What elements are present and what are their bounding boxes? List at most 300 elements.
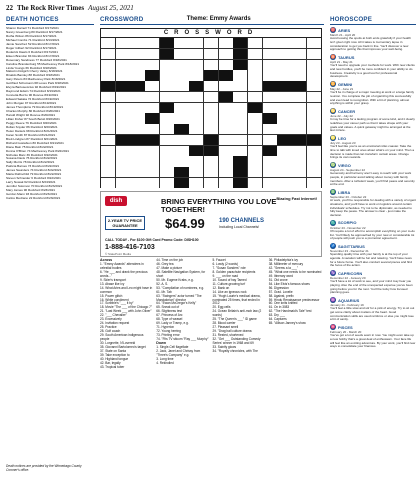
crossword-square[interactable] <box>145 124 159 134</box>
crossword-square[interactable] <box>277 92 291 102</box>
crossword-square[interactable] <box>307 156 321 166</box>
crossword-square[interactable] <box>248 178 262 188</box>
crossword-black-square <box>116 135 130 145</box>
crossword-square[interactable] <box>116 60 130 70</box>
crossword-square[interactable] <box>130 103 144 113</box>
crossword-square[interactable] <box>219 135 233 145</box>
crossword-square[interactable] <box>307 124 321 134</box>
crossword-square[interactable] <box>233 146 247 156</box>
dish-logo: dish <box>105 196 127 206</box>
crossword-square[interactable] <box>292 49 306 59</box>
crossword-square[interactable] <box>219 60 233 70</box>
crossword-square[interactable] <box>116 49 130 59</box>
death-notice-item: Lillian Fisher 87 South Beloit 8/20/2021 <box>6 116 60 121</box>
crossword-clue: 74. "Fits TV sitcom "Ray ___ Murphy" <box>156 337 209 342</box>
crossword-square[interactable] <box>174 146 188 156</box>
crossword-square[interactable] <box>263 135 277 145</box>
crossword-clue: 51. Old crone <box>268 277 288 282</box>
crossword-square[interactable] <box>116 124 130 134</box>
crossword-square[interactable] <box>219 113 233 123</box>
crossword-square[interactable] <box>292 156 306 166</box>
crossword-square[interactable] <box>101 38 115 48</box>
crossword-square[interactable] <box>130 167 144 177</box>
crossword-square[interactable] <box>101 156 115 166</box>
crossword-square[interactable] <box>248 146 262 156</box>
crossword-square[interactable] <box>219 156 233 166</box>
crossword-square[interactable] <box>145 92 159 102</box>
crossword-clue: 6. "He ___ and drank the precious words..." <box>100 269 148 278</box>
crossword-square[interactable] <box>189 113 203 123</box>
crossword-black-square <box>160 38 174 48</box>
crossword-clue: 9. ___ on the road <box>212 273 238 278</box>
crossword-square[interactable] <box>130 124 144 134</box>
crossword-square[interactable] <box>307 178 321 188</box>
crossword-black-square <box>160 103 174 113</box>
crossword-square[interactable] <box>204 38 218 48</box>
crossword-square[interactable] <box>292 113 306 123</box>
crossword-square[interactable] <box>263 103 277 113</box>
ad-call-to-action: CALL TODAY - For $100 Gift Card Promo Code: DISH100 <box>105 238 199 242</box>
crossword-black-square <box>263 81 277 91</box>
crossword-clue: 4. Rekindled <box>156 360 174 365</box>
issue-date: August 25, 2021 <box>88 4 134 12</box>
crossword-square[interactable] <box>263 49 277 59</box>
crossword-square[interactable] <box>101 92 115 102</box>
crossword-clue: 45. "What one needs to be nominated <box>268 269 322 274</box>
crossword-square[interactable] <box>160 81 174 91</box>
crossword-square[interactable] <box>204 92 218 102</box>
crossword-square[interactable] <box>233 70 247 80</box>
sign-name: SAGITTARIUS <box>338 243 365 249</box>
crossword-grid[interactable] <box>101 38 321 188</box>
crossword-square[interactable] <box>174 60 188 70</box>
crossword-black-square <box>277 135 291 145</box>
crossword-clue: 54. Like Elvis's famous shoes <box>268 281 310 286</box>
crossword-square[interactable] <box>101 60 115 70</box>
death-notice-item: Rutha Wilson 86 Rockford 8/17/2021 <box>6 33 57 38</box>
crossword-square[interactable] <box>116 70 130 80</box>
crossword-square[interactable] <box>277 178 291 188</box>
death-notice-item: Steven Schneider 6 Rockford 8/22/2021 <box>6 176 61 181</box>
crossword-square[interactable] <box>116 103 130 113</box>
sign-text: Generosity and harmony aren't easy to reach with your work people, in particular avoid talking about money with family members. After a turbulent week, you'll find peace and serenity at the end. <box>330 171 415 187</box>
crossword-square[interactable] <box>219 167 233 177</box>
crossword-square[interactable] <box>116 178 130 188</box>
crossword-square[interactable] <box>248 113 262 123</box>
crossword-square[interactable] <box>145 156 159 166</box>
ad-price-guarantee: 2-YEAR TV PRICE GUARANTEE <box>105 216 145 230</box>
crossword-square[interactable] <box>145 167 159 177</box>
horoscope-sign-libra <box>330 189 416 218</box>
crossword-black-square <box>204 70 218 80</box>
crossword-clue: 61. Ox in 3083 <box>268 305 290 310</box>
crossword-square[interactable] <box>204 60 218 70</box>
horoscope-sign-aquarius <box>330 297 416 322</box>
death-notice-item: Gary Peters 83 Machesney Park 8/18/2021 <box>6 77 66 82</box>
crossword-square[interactable] <box>292 167 306 177</box>
death-notice-item: James Thompkins 79 Rockford 8/19/2021 <box>6 105 64 110</box>
crossword-square[interactable] <box>189 70 203 80</box>
crossword-square[interactable] <box>277 124 291 134</box>
crossword-clue: 25. "The Queen's ___" ID game <box>212 317 257 322</box>
crossword-clue: 15. Power glitch <box>100 293 123 298</box>
crossword-clue: 31. Rested, shortened <box>212 333 244 338</box>
crossword-clue: 2. Jack, Janet and Chrissy from "Three's Company" e.g. <box>156 348 201 357</box>
crossword-square[interactable] <box>307 60 321 70</box>
crossword-square[interactable] <box>145 60 159 70</box>
crossword-square[interactable] <box>277 49 291 59</box>
crossword-square[interactable] <box>130 49 144 59</box>
crossword-square[interactable] <box>219 103 233 113</box>
crossword-square[interactable] <box>219 38 233 48</box>
crossword-square[interactable] <box>101 146 115 156</box>
crossword-square[interactable] <box>116 156 130 166</box>
crossword-square[interactable] <box>160 70 174 80</box>
horoscope-section <box>330 16 416 476</box>
crossword-clue: 11. Culture-growing turf <box>212 281 246 286</box>
death-notice-item: Mary James 90 Rockford 8/23/2021 <box>6 188 56 193</box>
crossword-square[interactable] <box>174 81 188 91</box>
death-notice-item: Sally Morris 78 Rockford 8/22/2021 <box>6 160 55 165</box>
crossword-square[interactable] <box>307 167 321 177</box>
crossword-square[interactable] <box>292 60 306 70</box>
sign-dates: April 21 - May 21 <box>330 60 353 64</box>
crossword-square[interactable] <box>189 103 203 113</box>
crossword-square[interactable] <box>189 124 203 134</box>
death-notice-item: Rosemary Sandness 77 Rockford 8/18/2021 <box>6 57 67 62</box>
crossword-square[interactable] <box>116 113 130 123</box>
death-notices-list <box>6 27 94 201</box>
crossword-square[interactable] <box>248 81 262 91</box>
crossword-square[interactable] <box>189 60 203 70</box>
crossword-square[interactable] <box>263 178 277 188</box>
crossword-banner: CROSSWORD <box>101 29 321 38</box>
crossword-clue: 35. Giovanni Bartolomeo's target <box>100 344 146 349</box>
crossword-clue: 18. Movie "The ___ of the Chicago 7" <box>100 305 152 310</box>
sign-text: It may be time for a lasting program of some kind, and it clearly redefines your career path so that it takes shape with your goals and values. A quick getaway might be arranged at the last minute. <box>330 117 415 133</box>
crossword-square[interactable] <box>248 92 262 102</box>
death-notice-item: Susana Davis 76 Rockford 8/22/2021 <box>6 156 58 161</box>
crossword-square[interactable] <box>101 103 115 113</box>
horoscope-sign-taurus <box>330 54 416 79</box>
sign-text: You'll feel a little slow and stir for a pick of energy. Try to sit out get some clarity about matters of the heart. Good communication skills are used reinforce or else you might lose a bit of sanity. <box>330 306 415 322</box>
crossword-square[interactable] <box>116 38 130 48</box>
page-number: 22 <box>6 4 13 12</box>
horoscope-sign-pisces <box>330 324 416 349</box>
crossword-square[interactable] <box>160 113 174 123</box>
crossword-square[interactable] <box>277 167 291 177</box>
death-notice-item: Sharon Darnell 71 Rockford 8/17/2021 <box>6 26 59 30</box>
crossword-square[interactable] <box>174 135 188 145</box>
crossword-black-square <box>116 81 130 91</box>
crossword-square[interactable] <box>174 156 188 166</box>
crossword-square[interactable] <box>219 146 233 156</box>
crossword-square[interactable] <box>248 49 262 59</box>
crossword-square[interactable] <box>101 167 115 177</box>
crossword-square[interactable] <box>116 92 130 102</box>
crossword-clue: 40. Highland tongue <box>100 356 129 361</box>
crossword-square[interactable] <box>145 103 159 113</box>
crossword-square[interactable] <box>145 178 159 188</box>
crossword-square[interactable] <box>130 156 144 166</box>
aries-icon: ♈ <box>330 27 336 32</box>
horoscope-sign-cancer <box>330 108 416 133</box>
crossword-square[interactable] <box>160 124 174 134</box>
crossword-square[interactable] <box>277 70 291 80</box>
crossword-square[interactable] <box>174 92 188 102</box>
crossword-square[interactable] <box>248 156 262 166</box>
crossword-square[interactable] <box>233 135 247 145</box>
crossword-square[interactable] <box>219 124 233 134</box>
crossword-black-square <box>145 70 159 80</box>
crossword-clue: 68. Type of weasel <box>156 317 183 322</box>
crossword-black-square <box>292 81 306 91</box>
page-header <box>6 2 416 14</box>
crossword-black-square <box>204 146 218 156</box>
crossword-square[interactable] <box>263 38 277 48</box>
crossword-square[interactable] <box>204 113 218 123</box>
crossword-square[interactable] <box>189 156 203 166</box>
crossword-square[interactable] <box>204 156 218 166</box>
crossword-square[interactable] <box>130 60 144 70</box>
crossword-square[interactable] <box>307 103 321 113</box>
crossword-square[interactable] <box>263 92 277 102</box>
crossword-black-square <box>248 103 262 113</box>
crossword-clue: 21. "Last Week ___ with John Oliver" <box>100 309 152 314</box>
crossword-square[interactable] <box>160 167 174 177</box>
crossword-square[interactable] <box>130 146 144 156</box>
crossword-clue: 58. Against, prefix <box>268 293 294 298</box>
crossword-black-square <box>101 81 115 91</box>
crossword-clue: 49. Itinerary word <box>268 273 294 278</box>
crossword-clue: 63. Dry ___ <box>268 313 285 318</box>
crossword-square[interactable] <box>189 38 203 48</box>
crossword-square[interactable] <box>174 70 188 80</box>
crossword-clue: 20. Egg cells <box>212 305 231 310</box>
crossword-square[interactable] <box>292 70 306 80</box>
crossword-square[interactable] <box>204 49 218 59</box>
crossword-square[interactable] <box>145 81 159 91</box>
crossword-square[interactable] <box>307 70 321 80</box>
crossword-square[interactable] <box>263 60 277 70</box>
crossword-square[interactable] <box>307 38 321 48</box>
crossword-black-square <box>130 135 144 145</box>
crossword-clue: 56. Digression <box>268 285 289 290</box>
death-notices-title: DEATH NOTICES <box>6 16 94 25</box>
crossword-square[interactable] <box>130 38 144 48</box>
crossword-square[interactable] <box>263 156 277 166</box>
crossword-clue: 33. Saintly glows <box>212 344 237 349</box>
crossword-clue: 63. "Swingers" actor turned "The Mandalorian" director <box>156 293 202 302</box>
sign-dates: June 22 - July 22 <box>330 114 353 118</box>
crossword-black-square <box>307 135 321 145</box>
crossword-square[interactable] <box>101 113 115 123</box>
crossword-square[interactable] <box>204 167 218 177</box>
across-heading: Across <box>100 258 113 262</box>
sign-dates: August 24 - September 22 <box>330 168 366 172</box>
horoscope-sign-gemini <box>330 81 416 106</box>
crossword-clue: 46. Grey tea <box>156 261 174 266</box>
death-notice-item: Jamie Sanchez 52 Rockford 8/17/2021 <box>6 41 60 46</box>
crossword-square[interactable] <box>130 70 144 80</box>
crossword-square[interactable] <box>189 49 203 59</box>
crossword-square[interactable] <box>233 92 247 102</box>
crossword-square[interactable] <box>248 70 262 80</box>
sign-dates: October 23 - November 22 <box>330 225 366 230</box>
crossword-square[interactable] <box>174 113 188 123</box>
sign-text: Spending quality time with your family is at the top of your agenda. A vacation will be fun and relaxing. You'll have news for a future home. You'll also conduct several pieces and find the focus of the action. <box>330 252 412 268</box>
dish-advertisement[interactable] <box>100 191 322 257</box>
crossword-square[interactable] <box>277 60 291 70</box>
crossword-clue: 15. "Hugh Laurie's medical drama, nominated 25 times, that ended in 2012 <box>212 293 261 306</box>
crossword-clue: 32. "Get ___ Outstanding Comedy Series' winner in 1968 and 69 <box>212 337 261 346</box>
crossword-clue: 64. "Ewan McGregor's Kelly" <box>156 301 197 306</box>
crossword-square[interactable] <box>263 124 277 134</box>
crossword-black-square <box>263 146 277 156</box>
crossword-square[interactable] <box>292 124 306 134</box>
crossword-black-square <box>189 146 203 156</box>
crossword-clue: 43. Tropical tuber <box>100 364 125 369</box>
sign-name: PISCES <box>338 324 353 330</box>
crossword-square[interactable] <box>263 70 277 80</box>
leo-icon: ♌ <box>330 135 336 140</box>
crossword-square[interactable] <box>204 103 218 113</box>
crossword-square[interactable] <box>248 124 262 134</box>
horoscope-sign-scorpio <box>330 220 416 241</box>
death-notice-item: Edward Sakata 72 Rockford 8/19/2021 <box>6 97 60 102</box>
crossword-square[interactable] <box>189 178 203 188</box>
crossword-square[interactable] <box>130 92 144 102</box>
crossword-black-square <box>233 178 247 188</box>
crossword-square[interactable] <box>292 103 306 113</box>
down-heading: Down <box>156 341 167 346</box>
crossword-square[interactable] <box>233 113 247 123</box>
scorpio-icon: ♏ <box>330 219 336 225</box>
crossword-square[interactable] <box>277 156 291 166</box>
sign-dates: January 21 - February 19 <box>330 303 364 307</box>
crossword-square[interactable] <box>116 167 130 177</box>
horoscope-sign-capricorn <box>330 270 416 295</box>
crossword-square[interactable] <box>101 178 115 188</box>
horoscope-sign-aries <box>330 27 416 52</box>
crossword-square[interactable] <box>145 146 159 156</box>
crossword-square[interactable] <box>160 178 174 188</box>
crossword-square[interactable] <box>248 135 262 145</box>
crossword-clue: 37. State on Santa <box>100 348 127 353</box>
crossword-square[interactable] <box>189 135 203 145</box>
crossword-square[interactable] <box>219 178 233 188</box>
crossword-clue: 13. Abase like ivy <box>100 281 125 286</box>
crossword-square[interactable] <box>248 167 262 177</box>
crossword-square[interactable] <box>189 167 203 177</box>
crossword-square[interactable] <box>307 92 321 102</box>
crossword-square[interactable] <box>174 103 188 113</box>
crossword-square[interactable] <box>189 92 203 102</box>
sign-text: You'll need to upgrade your methods for work. With new clients and new hurdles, you'll be more confident in your ability to do business. Creativity is a good tool for professional development. <box>330 63 415 79</box>
crossword-square[interactable] <box>145 38 159 48</box>
sign-text: It'll require a lot of effort to accomplish everything on your to-do list. You'll likely be approached by your new or considerable lot of people will push you to a promotion agreement. <box>330 228 415 241</box>
crossword-clue: 53. "Compilation of nominees, e.g. <box>156 285 205 290</box>
ad-phone[interactable]: 1-888-416-7103 <box>105 244 155 251</box>
crossword-square[interactable] <box>233 103 247 113</box>
crossword-square[interactable] <box>101 124 115 134</box>
crossword-square[interactable] <box>174 38 188 48</box>
crossword-square[interactable] <box>277 113 291 123</box>
crossword-square[interactable] <box>145 49 159 59</box>
crossword-square[interactable] <box>277 103 291 113</box>
sign-name: LIBRA <box>338 189 351 195</box>
death-notice-item: John Morgan 97 Rockford 8/19/2021 <box>6 101 57 106</box>
death-notice-item: Nicholas Marx 39 Rockford 8/22/2021 <box>6 152 58 157</box>
crossword-square[interactable] <box>233 124 247 134</box>
crossword-square[interactable] <box>307 113 321 123</box>
crossword-black-square <box>145 113 159 123</box>
crossword-square[interactable] <box>219 49 233 59</box>
crossword-square[interactable] <box>307 146 321 156</box>
sign-name: CAPRICORN <box>338 270 363 276</box>
crossword-clue: 62. "The Handmaid's Tale" test <box>268 309 312 314</box>
crossword-square[interactable] <box>160 146 174 156</box>
death-notice-item: Roderick Dawis 6 Rockford 8/17/2021 <box>6 49 58 54</box>
crossword-square[interactable] <box>307 81 321 91</box>
crossword-square[interactable] <box>292 146 306 156</box>
crossword-square[interactable] <box>263 167 277 177</box>
crossword-black-square <box>233 167 247 177</box>
crossword-square[interactable] <box>101 135 115 145</box>
crossword-square[interactable] <box>204 81 218 91</box>
crossword-square[interactable] <box>248 38 262 48</box>
sign-text: Avoid tossing the spoils at both ends gratefully if your health isn't given right now. All it takes is momentary lapse in consideration to get you back in line. You'll discover a new approach to getting this that improves your well-being. <box>330 36 411 52</box>
crossword-square[interactable] <box>219 81 233 91</box>
horoscope-list <box>330 27 416 349</box>
death-notice-item: Elvyra Bartusevicius 92 Rockford 8/19/2021 <box>6 85 67 90</box>
crossword-square[interactable] <box>277 38 291 48</box>
sign-dates: December 22 - January 20 <box>330 276 366 280</box>
crossword-square[interactable] <box>160 60 174 70</box>
crossword-square[interactable] <box>307 49 321 59</box>
crossword-square[interactable] <box>160 135 174 145</box>
crossword-square[interactable] <box>116 146 130 156</box>
crossword-square[interactable] <box>233 81 247 91</box>
crossword-theme: Theme: Emmy Awards <box>186 16 251 22</box>
crossword-square[interactable] <box>292 92 306 102</box>
sign-text: You'll have a lot of work to see, and your mind may hear you playing. Also the end of the unexpected expense you've been going before you for the next. You'll be lucky how focused planning goes. <box>330 279 413 295</box>
crossword-square[interactable] <box>130 113 144 123</box>
crossword-square[interactable] <box>101 70 115 80</box>
crossword-square[interactable] <box>130 178 144 188</box>
crossword-clues <box>100 259 322 370</box>
death-notice-item: Linda Youngs 66 Rockford 8/18/2021 <box>6 65 57 70</box>
sign-dates: May 22 - June 21 <box>330 87 354 91</box>
crossword-square[interactable] <box>160 156 174 166</box>
sign-name: TAURUS <box>338 54 355 60</box>
crossword-square[interactable] <box>292 38 306 48</box>
ad-internet-badge: Blazing Fast Internet! <box>276 196 317 201</box>
crossword-clue: 52. A. S. <box>156 281 169 286</box>
crossword-square[interactable] <box>174 49 188 59</box>
crossword-black-square <box>174 167 188 177</box>
crossword-square[interactable] <box>101 49 115 59</box>
crossword-clue: 72. Young herring <box>156 329 181 334</box>
crossword-square[interactable] <box>204 124 218 134</box>
crossword-square[interactable] <box>277 146 291 156</box>
crossword-square[interactable] <box>160 92 174 102</box>
death-notice-item: Michael Combs 71 Rockford 8/13/2021 <box>6 37 60 42</box>
crossword-square[interactable] <box>292 178 306 188</box>
crossword-square[interactable] <box>248 60 262 70</box>
aquarius-icon: ♒ <box>330 297 336 302</box>
crossword-square[interactable] <box>204 178 218 188</box>
